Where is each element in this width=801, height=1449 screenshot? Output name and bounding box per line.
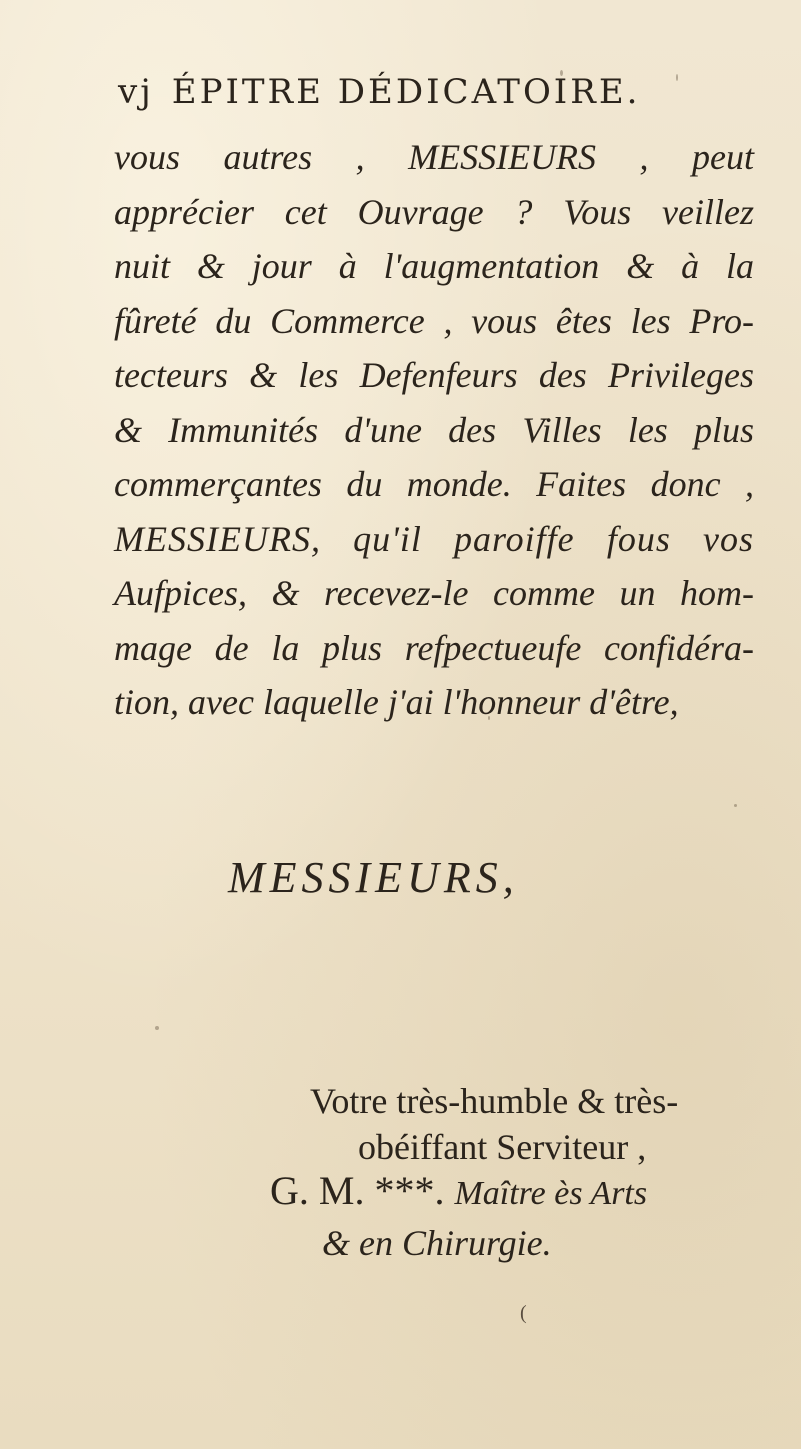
paper-speck (676, 74, 678, 81)
body-line: mage de la plus refpectueufe confidéra- (114, 627, 754, 668)
closing-line-2: obéiffant Serviteur , (358, 1127, 647, 1167)
body-line: MESSIEURS, qu'il paroiffe fous vos (114, 518, 754, 559)
paper-speck (734, 804, 737, 807)
closing-line-1: Votre très-humble & très- (310, 1081, 679, 1121)
body-line: fûreté du Commerce , vous êtes les Pro- (114, 300, 754, 341)
body-line: vous autres , MESSIEURS , peut (114, 137, 754, 177)
body-line: tecteurs & les Defenfeurs des Privileges (114, 355, 754, 395)
page-header (118, 72, 640, 112)
body-line: apprécier cet Ouvrage ? Vous veillez (114, 191, 754, 232)
signature-title: Maître ès Arts (454, 1175, 648, 1212)
dedication-body (114, 130, 754, 730)
body-line: commerçantes du monde. Faites donc , (114, 464, 754, 504)
paper-speck (155, 1026, 159, 1030)
paper-speck (488, 716, 490, 720)
folio-number: vj (118, 72, 154, 112)
body-line: tion, avec laquelle j'ai l'honneur d'être, (114, 682, 679, 722)
body-line: Aufpices, & recevez-le comme un hom- (114, 573, 754, 613)
signature (270, 1167, 647, 1214)
header-title: ÉPITRE DÉDICATOIRE. (171, 72, 641, 112)
signature-line-2: & en Chirurgie. (322, 1223, 552, 1263)
closing-formula (310, 1078, 678, 1170)
body-line: nuit & jour à l'augmentation & à la (114, 246, 754, 286)
signature-name: G. M. ***. (270, 1168, 445, 1213)
salutation-address: MESSIEURS, (228, 853, 519, 902)
catchword: ( (520, 1302, 527, 1324)
paper-speck (560, 70, 563, 76)
body-line: & Immunités d'une des Villes les plus (114, 409, 754, 450)
